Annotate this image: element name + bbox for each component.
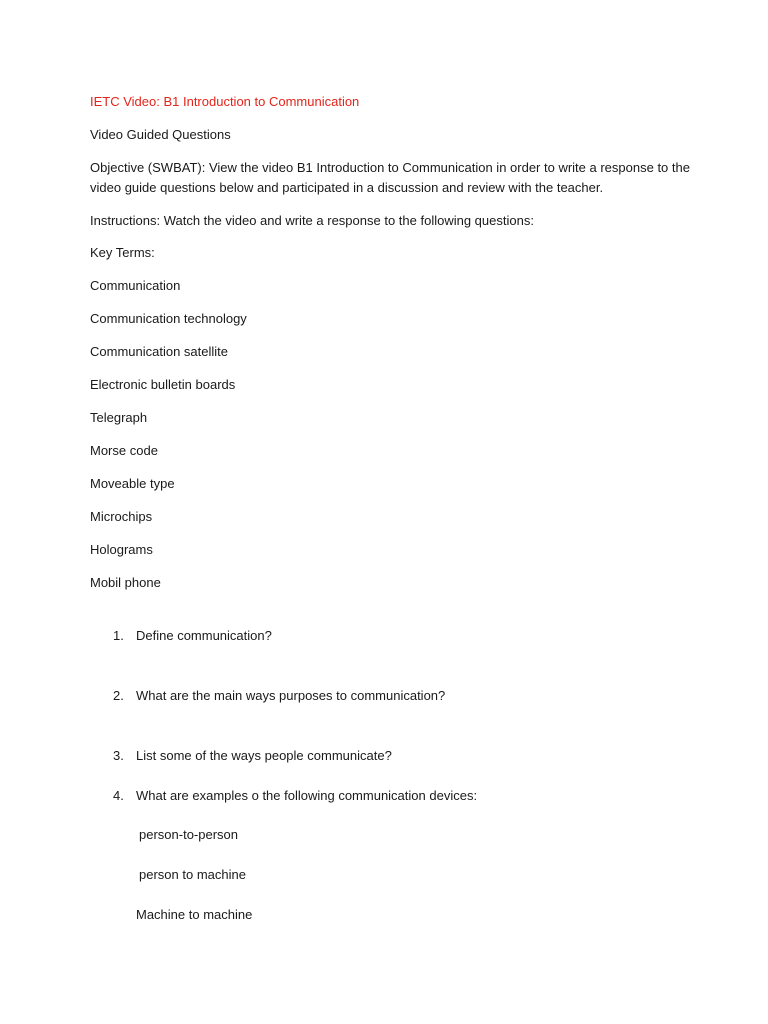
key-term-item: Microchips <box>90 509 153 524</box>
device-type-item: person-to-person <box>139 827 238 842</box>
device-type-item: person to machine <box>139 867 246 882</box>
question-number: 4. <box>113 788 124 803</box>
key-term-item: Mobil phone <box>90 575 161 590</box>
key-term-item: Holograms <box>90 542 153 557</box>
key-term-item: Communication <box>90 278 181 293</box>
key-term-item: Communication satellite <box>90 344 229 359</box>
document-title: IETC Video: B1 Introduction to Communication <box>90 94 360 109</box>
question-number: 3. <box>113 748 124 763</box>
question-number: 2. <box>113 688 124 703</box>
device-type-item: Machine to machine <box>136 907 253 922</box>
key-term-item: Telegraph <box>90 410 148 425</box>
key-term-item: Communication technology <box>90 311 247 326</box>
key-terms-heading: Key Terms: <box>90 245 155 260</box>
objective-paragraph: Objective (SWBAT): View the video B1 Introduction to Communication in order to write a response to the video guide questions below and participated in a discussion and review with the teacher. <box>90 160 690 195</box>
question-text: Define communication? <box>136 628 272 643</box>
key-term-item: Morse code <box>90 443 158 458</box>
key-term-item: Moveable type <box>90 476 175 491</box>
document-subtitle: Video Guided Questions <box>90 127 231 142</box>
question-text: List some of the ways people communicate? <box>136 748 392 763</box>
question-text: What are the main ways purposes to communication? <box>136 688 446 703</box>
question-number: 1. <box>113 628 124 643</box>
key-term-item: Electronic bulletin boards <box>90 377 236 392</box>
question-text: What are examples o the following communication devices: <box>136 788 478 803</box>
instructions-text: Instructions: Watch the video and write a response to the following questions: <box>90 213 534 228</box>
